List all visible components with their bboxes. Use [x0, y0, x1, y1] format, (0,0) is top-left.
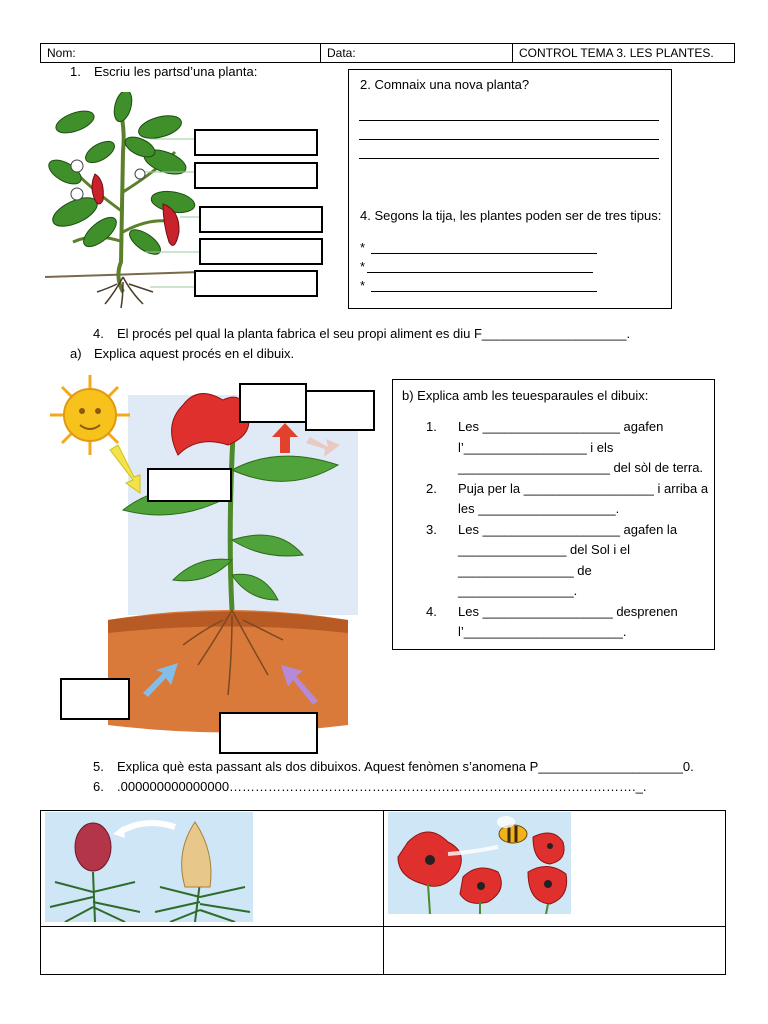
- part-b-panel: [392, 379, 715, 650]
- question-1-number: 1.: [70, 64, 81, 79]
- answer-line[interactable]: [371, 291, 597, 292]
- question-4-number: 4.: [93, 326, 104, 341]
- list-item-line[interactable]: Les ___________________ agafen la: [458, 521, 678, 537]
- list-item-number: 4.: [426, 603, 437, 619]
- process-answer-box-1[interactable]: [239, 383, 307, 423]
- question-1: [70, 64, 257, 80]
- plant-part-answer-box-1[interactable]: [194, 129, 318, 156]
- question-5: [93, 759, 694, 775]
- question-4a-label: a): [70, 346, 82, 361]
- list-item-line[interactable]: _______________ del Sol i el: [458, 542, 631, 557]
- process-answer-box-5[interactable]: [219, 712, 318, 754]
- question-2-text: 2. Comnaix una nova planta?: [360, 77, 530, 92]
- answer-cell-right[interactable]: [386, 928, 724, 973]
- pine-cone-pollination-illustration: [45, 812, 253, 922]
- process-answer-box-3[interactable]: [147, 468, 232, 502]
- answer-line[interactable]: [359, 120, 659, 121]
- question-4: [93, 326, 630, 342]
- list-item: [426, 479, 712, 520]
- list-item-number: 1.: [426, 419, 437, 434]
- question-6: [93, 779, 647, 795]
- header-table: [40, 43, 735, 63]
- bullet-marker: *: [360, 240, 366, 255]
- name-field[interactable]: Nom:: [41, 44, 321, 62]
- list-item-number: 2.: [426, 480, 437, 496]
- list-item: [426, 520, 712, 602]
- answer-cell-left[interactable]: [43, 928, 381, 973]
- question-4a-text: Explica aquest procés en el dibuix.: [94, 346, 295, 361]
- answer-line[interactable]: [367, 272, 593, 273]
- bullet-marker: *: [360, 259, 366, 274]
- question-stem-types-text: 4. Segons la tija, les plantes poden ser de tres tipus:: [360, 208, 662, 223]
- list-item: [426, 602, 712, 643]
- question-1-text: Escriu les partsd’una planta:: [94, 64, 258, 79]
- part-b-title: b) Explica amb les teuesparaules el dibuix:: [402, 388, 649, 403]
- list-item-line[interactable]: ________________ de: [458, 562, 592, 578]
- part-b-list: [426, 417, 712, 643]
- pepper-plant-illustration: [45, 92, 200, 310]
- table-divider: [383, 811, 384, 974]
- question-4a: [70, 346, 294, 362]
- test-title: CONTROL TEMA 3. LES PLANTES.: [519, 46, 714, 60]
- list-item-line[interactable]: Puja per la __________________ i arriba a: [458, 480, 709, 496]
- plant-part-answer-box-3[interactable]: [199, 206, 323, 233]
- list-item-line[interactable]: l’_________________ i els: [458, 439, 614, 455]
- plant-part-answer-box-2[interactable]: [194, 162, 318, 189]
- bullet-marker: *: [360, 278, 366, 293]
- list-item-line[interactable]: _____________________ del sòl de terra.: [458, 460, 704, 475]
- questions-panel: [348, 69, 672, 309]
- answer-line[interactable]: [371, 253, 597, 254]
- question-6-number: 6.: [93, 779, 104, 794]
- list-item-line[interactable]: Les ___________________ agafen: [458, 419, 664, 434]
- answer-line[interactable]: [359, 158, 659, 159]
- list-item: [426, 417, 712, 479]
- plant-part-answer-box-5[interactable]: [194, 270, 318, 297]
- date-field[interactable]: Data:: [321, 44, 513, 62]
- answer-line[interactable]: [359, 139, 659, 140]
- question-5-text: Explica què esta passant als dos dibuixos. Aquest fenòmen s’anomena P____________________0.: [117, 759, 694, 774]
- question-6-text: .000000000000000…………………………………………………………………………………._.: [117, 779, 647, 794]
- list-item-line[interactable]: les ___________________.: [458, 501, 620, 516]
- list-item-line[interactable]: ________________.: [458, 583, 578, 598]
- process-answer-box-4[interactable]: [60, 678, 130, 720]
- question-5-number: 5.: [93, 759, 104, 774]
- bee-pollination-illustration: [388, 812, 571, 914]
- sun-icon: [50, 375, 130, 455]
- process-answer-box-2[interactable]: [305, 390, 375, 431]
- table-divider: [41, 926, 725, 927]
- plant-part-answer-box-4[interactable]: [199, 238, 323, 265]
- list-item-line[interactable]: l’______________________.: [458, 624, 627, 639]
- question-4-text: El procés pel qual la planta fabrica el seu propi aliment es diu F____________________.: [117, 326, 631, 341]
- list-item-line[interactable]: Les __________________ desprenen: [458, 603, 678, 619]
- list-item-number: 3.: [426, 521, 437, 537]
